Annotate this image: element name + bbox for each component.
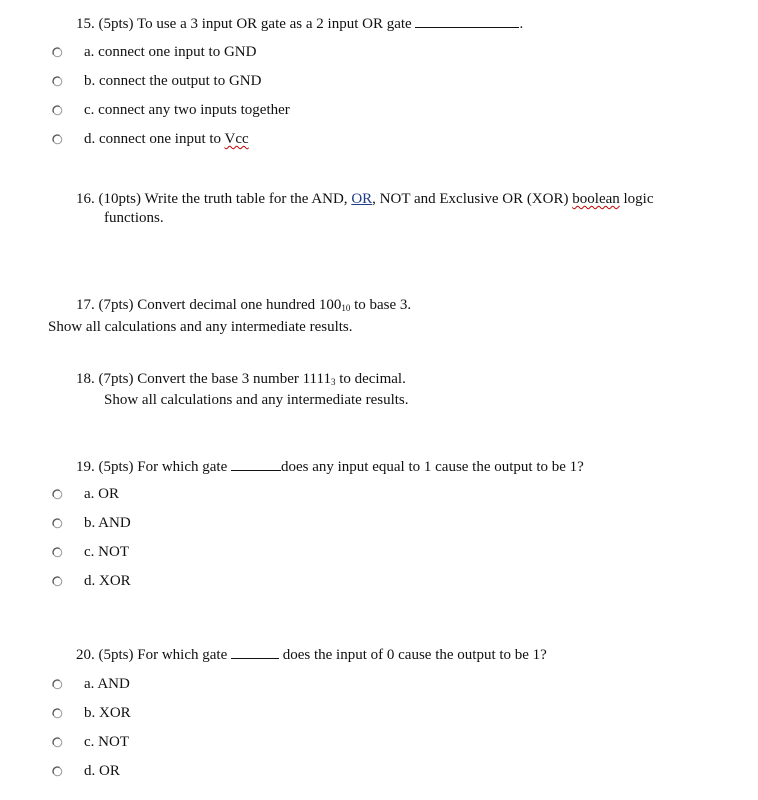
q19-option-c-radio[interactable]	[52, 547, 63, 558]
question-20-prompt: 20. (5pts) For which gate does the input of 0 cause the output to be 1?	[76, 647, 547, 663]
question-17-line2: Show all calculations and any intermediate results.	[48, 319, 353, 335]
q20-option-b-radio[interactable]	[52, 708, 63, 719]
q15-option-d-radio[interactable]	[52, 134, 63, 145]
q19-option-c: c. NOT	[84, 544, 129, 560]
question-15-prompt: 15. (5pts) To use a 3 input OR gate as a 2 input OR gate .	[76, 16, 524, 32]
answer-blank	[231, 646, 279, 659]
q20-option-c: c. NOT	[84, 734, 129, 750]
answer-blank	[231, 458, 281, 471]
question-16-prompt: 16. (10pts) Write the truth table for the AND, OR, NOT and Exclusive OR (XOR) boolean logic	[76, 191, 654, 207]
q15-option-a-radio[interactable]	[52, 47, 63, 58]
q20-option-c-radio[interactable]	[52, 737, 63, 748]
question-17-prompt: 17. (7pts) Convert decimal one hundred $100_{10}$ to base 3.	[76, 297, 412, 313]
q19-option-d: d. XOR	[84, 573, 131, 589]
question-18-line2: Show all calculations and any intermediate results.	[104, 392, 409, 408]
q20-option-d: d. OR	[84, 763, 120, 779]
question-16-line2: functions.	[104, 210, 164, 226]
q15-option-b: b. connect the output to GND	[84, 73, 262, 89]
question-19-prompt: 19. (5pts) For which gate does any input equal to 1 cause the output to be 1?	[76, 459, 584, 475]
q19-option-d-radio[interactable]	[52, 576, 63, 587]
q20-option-b: b. XOR	[84, 705, 131, 721]
boolean-word: boolean	[572, 191, 620, 207]
q20-option-a-radio[interactable]	[52, 679, 63, 690]
answer-blank	[415, 15, 519, 28]
q20-option-a: a. AND	[84, 676, 130, 692]
q19-option-a: a. OR	[84, 486, 119, 502]
question-18-prompt: 18. (7pts) Convert the base 3 number $1111_3$ to decimal.	[76, 371, 406, 387]
q15-option-a: a. connect one input to GND	[84, 44, 257, 60]
q15-option-c-radio[interactable]	[52, 105, 63, 116]
q19-option-a-radio[interactable]	[52, 489, 63, 500]
q15-option-c: c. connect any two inputs together	[84, 102, 290, 118]
or-word: OR	[351, 191, 373, 207]
q19-option-b: b. AND	[84, 515, 131, 531]
q19-option-b-radio[interactable]	[52, 518, 63, 529]
q15-option-d: d. connect one input to Vcc	[84, 131, 249, 147]
q20-option-d-radio[interactable]	[52, 766, 63, 777]
q15-option-b-radio[interactable]	[52, 76, 63, 87]
vcc-term: Vcc	[224, 131, 249, 147]
